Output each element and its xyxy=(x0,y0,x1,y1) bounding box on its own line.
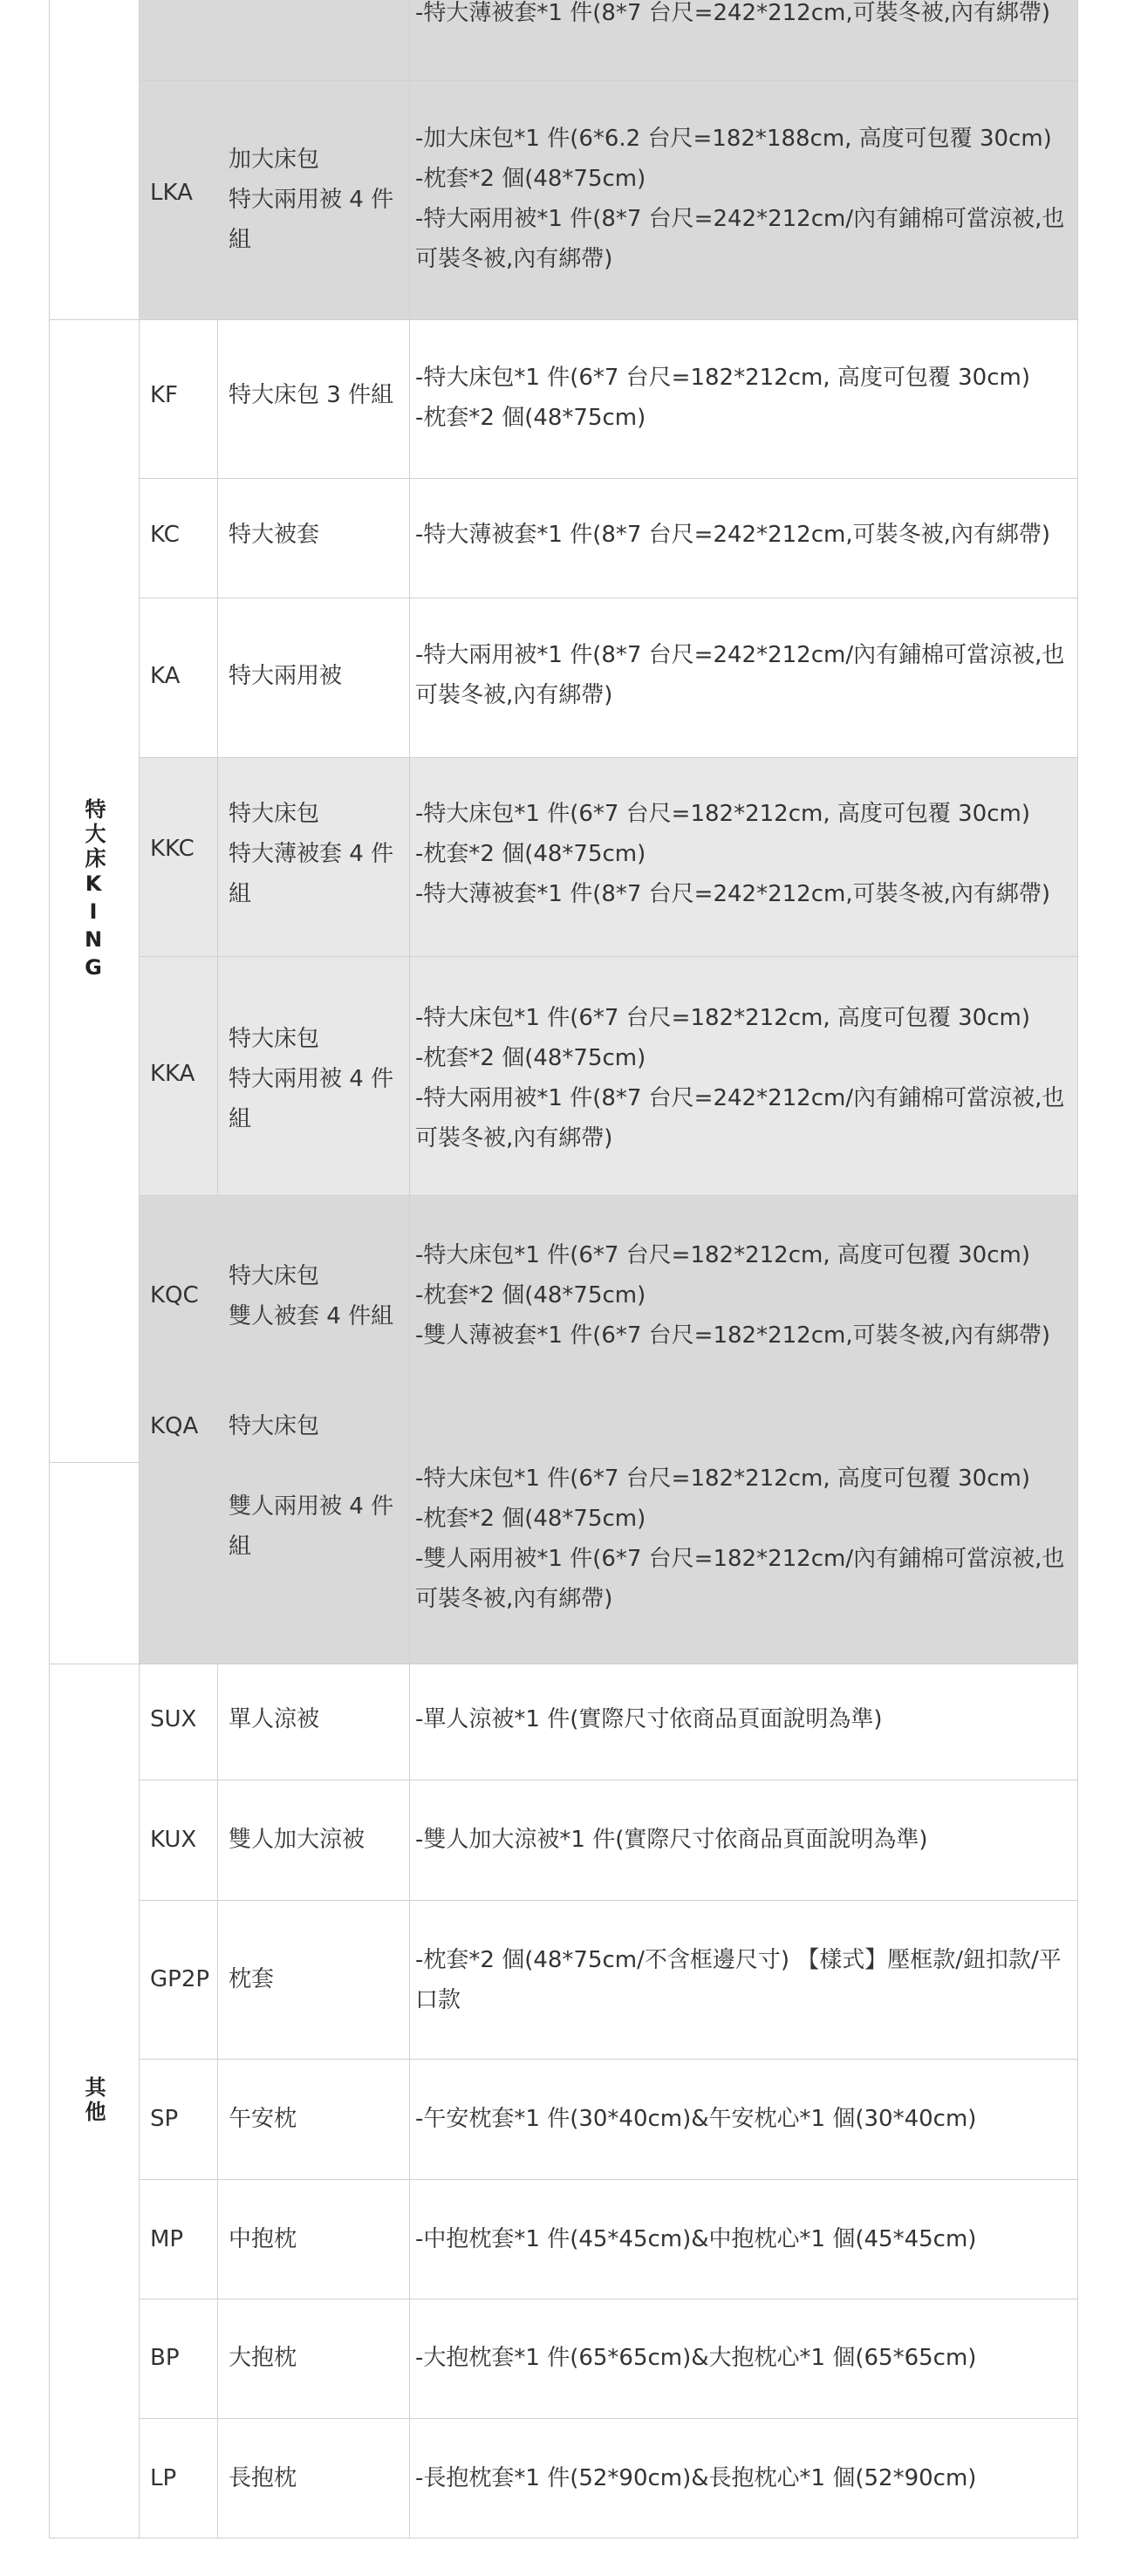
product-code: GP2P xyxy=(150,1966,210,1992)
product-description-line: -特大薄被套*1 件(8*7 台尺=242*212cm,可裝冬被,內有綁帶) xyxy=(415,522,1051,548)
product-name-line: 特大床包 xyxy=(229,801,320,827)
product-description-line: -午安枕套*1 件(30*40cm)&午安枕心*1 個(30*40cm) xyxy=(415,2106,977,2132)
product-name xyxy=(229,2338,420,2378)
product-description xyxy=(415,1940,1069,2020)
product-description-line: 可裝冬被,內有綁帶) xyxy=(415,682,613,708)
product-description-line: -雙人薄被套*1 件(6*7 台尺=182*212cm,可裝冬被,內有綁帶) xyxy=(415,1322,1051,1349)
product-description-line: -特大床包*1 件(6*7 台尺=182*212cm, 高度可包覆 30cm) xyxy=(415,1466,1030,1492)
product-name xyxy=(229,1699,420,1739)
product-description xyxy=(415,635,1069,715)
product-description-line: 可裝冬被,內有綁帶) xyxy=(415,1125,613,1151)
product-code: KQC xyxy=(150,1282,199,1308)
product-description xyxy=(415,0,1069,33)
product-description-line: -枕套*2 個(48*75cm) xyxy=(415,166,646,192)
product-description-line: -特大床包*1 件(6*7 台尺=182*212cm, 高度可包覆 30cm) xyxy=(415,1005,1030,1031)
product-description xyxy=(415,2099,1069,2139)
product-description-line: -枕套*2 個(48*75cm/不含框邊尺寸) 【樣式】壓框款/鈕扣款/平 xyxy=(415,1947,1062,1973)
product-code: MP xyxy=(150,2226,184,2252)
product-description-line: -枕套*2 個(48*75cm) xyxy=(415,405,646,431)
product-name-line: 雙人加大涼被 xyxy=(229,1827,365,1853)
product-name-line: 單人涼被 xyxy=(229,1706,320,1732)
product-description-line: -單人涼被*1 件(實際尺寸依商品頁面說明為準) xyxy=(415,1706,883,1732)
product-description-line: 口款 xyxy=(415,1987,461,2013)
product-name-line: 特大兩用被 4 件 xyxy=(229,1066,394,1092)
product-description-line: -雙人兩用被*1 件(6*7 台尺=182*212cm/內有鋪棉可當涼被,也 xyxy=(415,1546,1065,1572)
product-name-line: 特大兩用被 xyxy=(229,663,343,689)
product-name-line: 午安枕 xyxy=(229,2106,297,2132)
product-description xyxy=(415,119,1069,279)
product-description-line: -特大兩用被*1 件(8*7 台尺=242*212cm/內有鋪棉可當涼被,也 xyxy=(415,642,1065,668)
product-name xyxy=(229,1406,420,1567)
category-other-label: 其他 xyxy=(81,2076,106,2125)
product-name-line: 特大床包 xyxy=(229,1263,320,1289)
product-description-line: -雙人加大涼被*1 件(實際尺寸依商品頁面說明為準) xyxy=(415,1827,928,1853)
product-code: KA xyxy=(150,663,181,689)
product-description-line: -特大薄被套*1 件(8*7 台尺=242*212cm,可裝冬被,內有綁帶) xyxy=(415,0,1051,26)
product-name xyxy=(229,794,420,914)
product-description xyxy=(415,1235,1069,1356)
product-description-line: -枕套*2 個(48*75cm) xyxy=(415,1045,646,1071)
product-name-line: 雙人兩用被 4 件 xyxy=(229,1493,394,1520)
product-description-line: 可裝冬被,內有綁帶) xyxy=(415,246,613,272)
product-description-line: -枕套*2 個(48*75cm) xyxy=(415,841,646,867)
product-description xyxy=(415,1820,1069,1860)
product-description xyxy=(415,358,1069,438)
product-code: KKC xyxy=(150,836,195,862)
product-name-line: 長抱枕 xyxy=(229,2465,297,2491)
product-name xyxy=(229,656,420,696)
product-description-line: -加大床包*1 件(6*6.2 台尺=182*188cm, 高度可包覆 30cm) xyxy=(415,126,1052,152)
product-name-line: 枕套 xyxy=(229,1966,275,1992)
product-name-line: 加大床包 xyxy=(229,147,320,173)
product-name-line: 特大兩用被 4 件 xyxy=(229,187,394,213)
product-code: KC xyxy=(150,522,180,548)
category-other xyxy=(49,1664,139,2538)
product-code: LKA xyxy=(150,180,193,206)
product-description xyxy=(415,2219,1069,2259)
product-name-line: 雙人被套 4 件組 xyxy=(229,1303,394,1329)
product-description-line: -長抱枕套*1 件(52*90cm)&長抱枕心*1 個(52*90cm) xyxy=(415,2465,977,2491)
product-name xyxy=(229,2099,420,2139)
product-code: KQA xyxy=(150,1413,199,1439)
product-description-line: -枕套*2 個(48*75cm) xyxy=(415,1282,646,1308)
product-description-line: -特大床包*1 件(6*7 台尺=182*212cm, 高度可包覆 30cm) xyxy=(415,365,1030,391)
product-description-line: -特大兩用被*1 件(8*7 台尺=242*212cm/內有鋪棉可當涼被,也 xyxy=(415,1085,1065,1111)
product-name xyxy=(229,515,420,555)
product-name xyxy=(229,1256,420,1336)
product-description xyxy=(415,1699,1069,1739)
product-description xyxy=(415,998,1069,1158)
product-code: KUX xyxy=(150,1827,197,1853)
product-name-line: 組 xyxy=(229,227,252,253)
product-spec-table xyxy=(49,0,1078,2538)
product-name-line xyxy=(229,1446,420,1486)
product-name xyxy=(229,1959,420,1999)
product-description-line: -特大床包*1 件(6*7 台尺=182*212cm, 高度可包覆 30cm) xyxy=(415,801,1030,827)
product-code: SP xyxy=(150,2106,179,2132)
product-description-line: -大抱枕套*1 件(65*65cm)&大抱枕心*1 個(65*65cm) xyxy=(415,2345,977,2371)
product-code: KKA xyxy=(150,1061,195,1087)
product-name-line: 特大床包 3 件組 xyxy=(229,382,394,408)
product-name-line: 特大床包 xyxy=(229,1026,320,1052)
product-description-line: 可裝冬被,內有綁帶) xyxy=(415,1586,613,1612)
product-name xyxy=(229,1019,420,1139)
product-description-line: -特大床包*1 件(6*7 台尺=182*212cm, 高度可包覆 30cm) xyxy=(415,1242,1030,1268)
product-description xyxy=(415,1459,1069,1619)
product-name-line: 特大薄被套 4 件 xyxy=(229,841,394,867)
product-name xyxy=(229,140,420,260)
product-name-line: 組 xyxy=(229,1106,252,1132)
product-code: LP xyxy=(150,2465,177,2491)
product-name-line: 組 xyxy=(229,1534,252,1560)
product-name xyxy=(229,2458,420,2498)
product-name-line: 大抱枕 xyxy=(229,2345,297,2371)
category-king-label: 特大床KING xyxy=(81,798,106,983)
product-description xyxy=(415,515,1069,555)
product-description xyxy=(415,2458,1069,2498)
product-name xyxy=(229,2219,420,2259)
product-name-line: 特大被套 xyxy=(229,522,320,548)
product-description xyxy=(415,2338,1069,2378)
product-name-line: 組 xyxy=(229,881,252,907)
product-name xyxy=(229,375,420,415)
product-code: SUX xyxy=(150,1706,197,1732)
product-description-line: -中抱枕套*1 件(45*45cm)&中抱枕心*1 個(45*45cm) xyxy=(415,2226,977,2252)
product-code: KF xyxy=(150,382,179,408)
product-name xyxy=(229,1820,420,1860)
product-name-line: 特大床包 xyxy=(229,1413,320,1439)
product-description xyxy=(415,794,1069,914)
product-description-line: -枕套*2 個(48*75cm) xyxy=(415,1506,646,1532)
product-description-line: -特大薄被套*1 件(8*7 台尺=242*212cm,可裝冬被,內有綁帶) xyxy=(415,881,1051,907)
category-king xyxy=(49,319,139,1462)
product-code: BP xyxy=(150,2345,180,2371)
product-name-line: 中抱枕 xyxy=(229,2226,297,2252)
product-description-line: -特大兩用被*1 件(8*7 台尺=242*212cm/內有鋪棉可當涼被,也 xyxy=(415,206,1065,232)
